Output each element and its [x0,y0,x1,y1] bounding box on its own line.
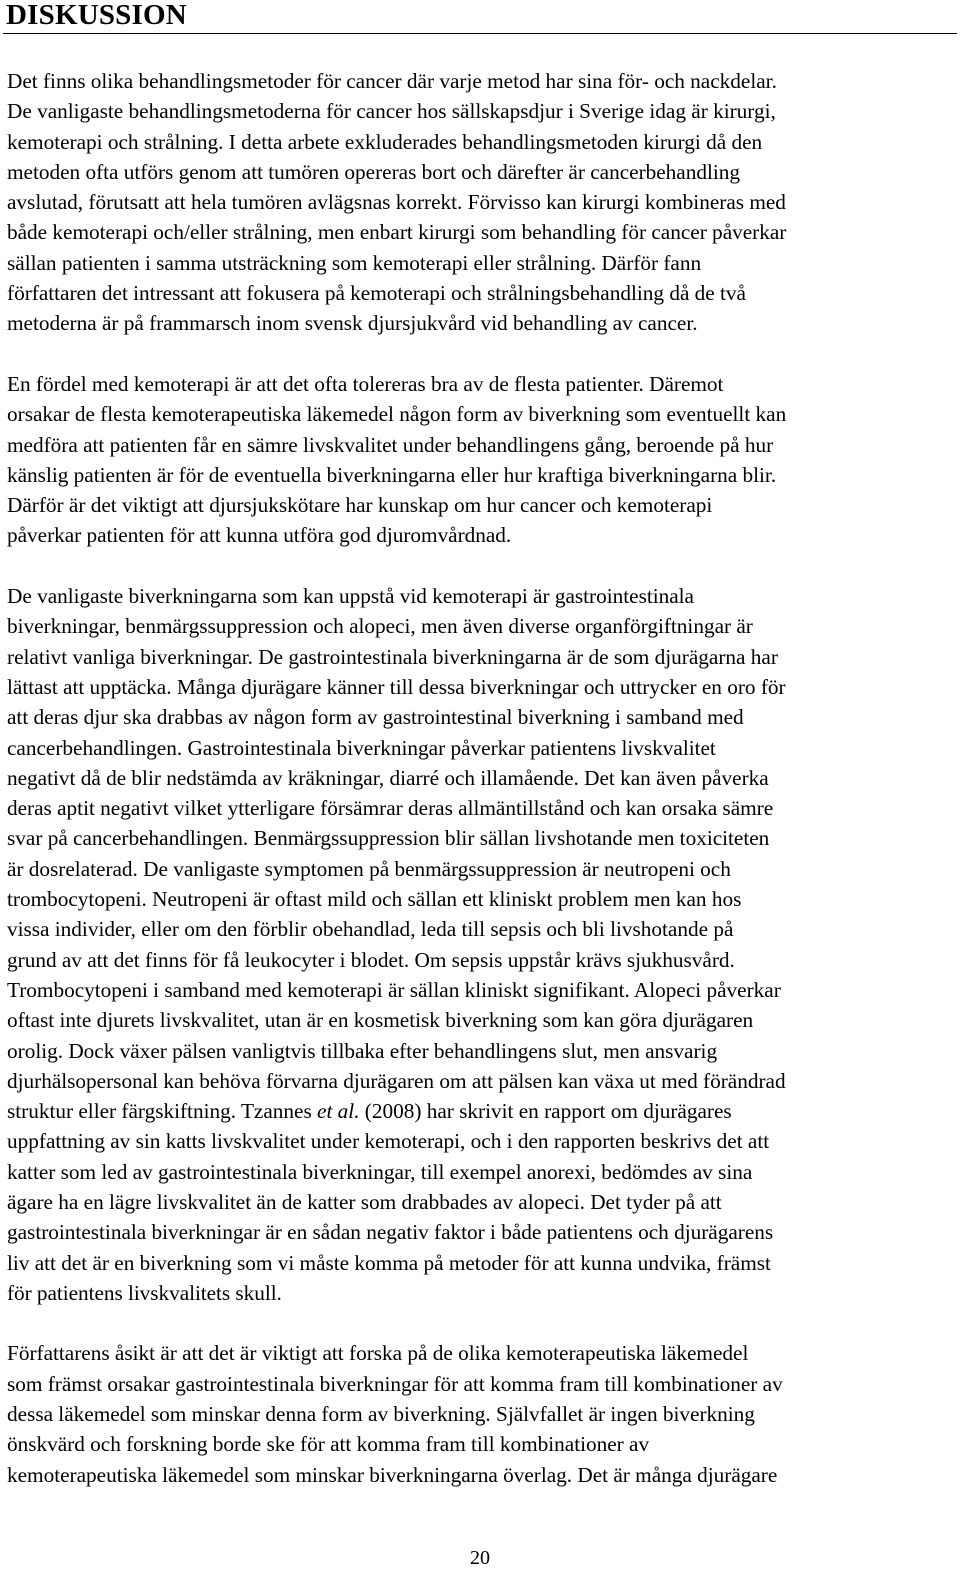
text-segment: struktur eller färgskiftning. Tzannes [7,1099,318,1124]
text-line: lättast att upptäcka. Många djurägare känner till dessa biverkningar och uttrycker en oro för [7,674,786,699]
paragraph [7,66,955,339]
text-line: deras aptit negativt vilket ytterligare försämrar deras allmäntillstånd och kan orsaka sämre [7,796,774,821]
text-line: vissa individer, eller om den förblir obehandlad, leda till sepsis och bli livshotande på [7,917,734,942]
text-line: djurhälsopersonal kan behöva förvarna djurägaren om att pälsen kan växa ut med förändrad [7,1068,786,1093]
text-line: svar på cancerbehandlingen. Benmärgssuppression blir sällan livshotande men toxiciteten [7,826,770,851]
text-line: som främst orsakar gastrointestinala biverkningar för att komma fram till kombinationer av [7,1371,783,1396]
text-line: önskvärd och forskning borde ske för att komma fram till kombinationer av [7,1432,650,1457]
text-line: metoden ofta utförs genom att tumören opereras bort och därefter är cancerbehandling [7,159,741,184]
page-number: 20 [470,1547,490,1569]
text-line: både kemoterapi och/eller strålning, men enbart kirurgi som behandling för cancer påverkar [7,220,787,245]
text-line: känslig patienten är för de eventuella biverkningarna eller hur kraftiga biverkningarna blir. [7,462,777,487]
text-line: cancerbehandlingen. Gastrointestinala biverkningar påverkar patientens livskvalitet [7,735,716,760]
text-line: biverkningar, benmärgssuppression och alopeci, men även diverse organförgiftningar är [7,614,753,639]
text-line: är dosrelaterad. De vanligaste symptomen på benmärgssuppression är neutropeni och [7,856,731,881]
text-line: medföra att patienten får en sämre livskvalitet under behandlingens gång, beroende på hur [7,432,774,457]
text-line: De vanligaste biverkningarna som kan uppstå vid kemoterapi är gastrointestinala [7,584,694,609]
text-line: kemoterapeutiska läkemedel som minskar biverkningarna överlag. Det är många djurägare [7,1462,778,1487]
text-line: författaren det intressant att fokusera på kemoterapi och strålningsbehandling då de två [7,281,746,306]
text-line: metoderna är på frammarsch inom svensk djursjukvård vid behandling av cancer. [7,311,698,336]
text-line: liv att det är en biverkning som vi måste komma på metoder för att kunna undvika, främst [7,1250,771,1275]
text-line: orsakar de flesta kemoterapeutiska läkemedel någon form av biverkning som eventuellt kan [7,402,787,427]
text-line: för patientens livskvalitets skull. [7,1280,282,1305]
text-line: Trombocytopeni i samband med kemoterapi är sällan kliniskt signifikant. Alopeci påverkar [7,977,781,1002]
text-line: påverkar patienten för att kunna utföra god djuromvårdnad. [7,523,512,548]
text-line: negativt då de blir nedstämda av kräkningar, diarré och illamående. Det kan även påverka [7,765,769,790]
text-line: En fördel med kemoterapi är att det ofta tolereras bra av de flesta patienter. Däremot [7,371,724,396]
text-line: kemoterapi och strålning. I detta arbete exkluderades behandlingsmetoden kirurgi då den [7,129,763,154]
text-line: De vanligaste behandlingsmetoderna för cancer hos sällskapsdjur i Sverige idag är kirurgi, [7,99,776,124]
italic-citation: et al. [317,1099,360,1124]
text-line: orolig. Dock växer pälsen vanligtvis tillbaka efter behandlingens slut, men ansvarig [7,1038,718,1063]
text-line: katter som led av gastrointestinala biverkningar, till exempel anorexi, bedömdes av sina [7,1159,753,1184]
text-line: relativt vanliga biverkningar. De gastrointestinala biverkningarna är de som djurägarna har [7,644,778,669]
text-line: sällan patienten i samma utsträckning som kemoterapi eller strålning. Därför fann [7,250,702,275]
text-line: avslutad, förutsatt att hela tumören avlägsnas korrekt. Förvisso kan kirurgi kombineras med [7,190,786,215]
text-line: oftast inte djurets livskvalitet, utan är en kosmetisk biverkning som kan göra djurägaren [7,1008,754,1033]
body-text [7,66,955,1520]
text-line: att deras djur ska drabbas av någon form av gastrointestinal biverkning i samband med [7,705,744,730]
text-line: Författarens åsikt är att det är viktigt att forska på de olika kemoterapeutiska läkemedel [7,1341,749,1366]
text-line [7,1096,955,1126]
paragraph [7,369,955,551]
text-line: gastrointestinala biverkningar är en sådan negativ faktor i både patientens och djurägarens [7,1220,774,1245]
text-line: Det finns olika behandlingsmetoder för cancer där varje metod har sina för- och nackdelar. [7,69,777,93]
text-line: dessa läkemedel som minskar denna form av biverkning. Självfallet är ingen biverkning [7,1402,755,1427]
heading-rule [3,33,957,34]
text-segment: (2008) har skrivit en rapport om djurägares [359,1099,732,1124]
text-line: uppfattning av sin katts livskvalitet under kemoterapi, och i den rapporten beskrivs det att [7,1129,770,1154]
text-line: trombocytopeni. Neutropeni är oftast mild och sällan ett kliniskt problem men kan hos [7,887,742,912]
paragraph [7,581,955,1308]
text-line: grund av att det finns för få leukocyter i blodet. Om sepsis uppstår krävs sjukhusvård. [7,947,735,972]
text-line: Därför är det viktigt att djursjukskötare har kunskap om hur cancer och kemoterapi [7,493,713,518]
text-line: ägare ha en lägre livskvalitet än de katter som drabbades av alopeci. Det tyder på att [7,1189,722,1214]
section-heading: DISKUSSION [6,0,187,31]
paragraph [7,1338,955,1489]
